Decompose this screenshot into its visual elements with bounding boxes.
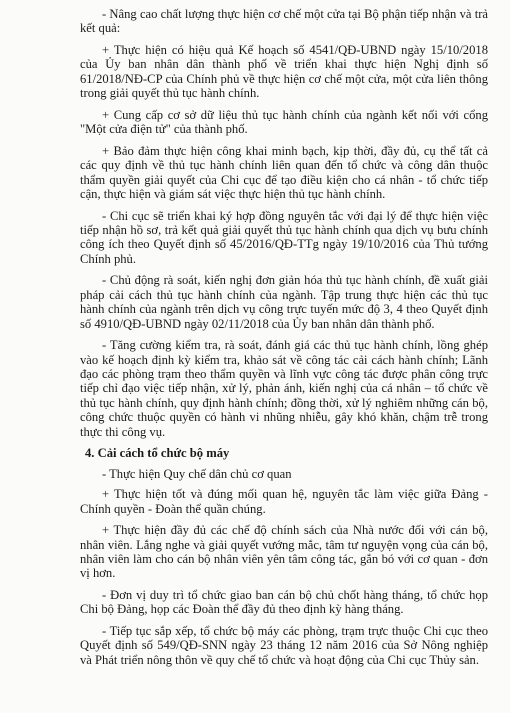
paragraph-inspection: - Tăng cường kiểm tra, rà soát, đánh giá các thủ tục hành chính, lồng ghép vào kế hoạch định kỳ kiểm tra, khảo sát về công tác cải cách hành chính; Lãnh đạo các phòng trạm theo thẩm quyền và lĩnh vực công tác được phân công trực tiếp chỉ đạo việc tiếp nhận, xử lý, phản ánh, kiến nghị của cá nhân – tổ chức về thủ tục hành chính, quy định hành chính; đồng thời, xử lý nghiêm những cán bộ, công chức thuộc quyền có hành vi nhũng nhiễu, gây khó khăn, chậm trễ trong thực thi công vụ.	[80, 338, 488, 439]
paragraph-reorganization: - Tiếp tục sắp xếp, tổ chức bộ máy các phòng, trạm trực thuộc Chi cục theo Quyết định số 549/QĐ-SNN ngày 23 tháng 12 năm 2016 của Sở Nông nghiệp và Phát triển nông thôn về quy chế tổ chức và hoạt động của Chi cục Thủy sản.	[80, 624, 488, 667]
section-heading: 4. Cải cách tổ chức bộ máy	[85, 446, 230, 461]
paragraph-transparency: + Bảo đảm thực hiện công khai minh bạch, kịp thời, đầy đủ, cụ thể tất cả các quy định về thủ tục hành chính liên quan đến tổ chức và công dân thuộc thẩm quyền giải quyết của Chi cục để tạo điều kiện cho cá nhân - tổ chức tiếp cận, thực hiện và giám sát việc thực hiện thủ tục hành chính.	[80, 143, 488, 202]
paragraph-monthly-meetings: - Đơn vị duy trì tổ chức giao ban cán bộ chủ chốt hàng tháng, tổ chức họp Chi bộ Đảng, họp các Đoàn thể đầy đủ theo định kỳ hàng tháng.	[80, 588, 488, 617]
paragraph-plan-4541: + Thực hiện có hiệu quả Kế hoạch số 4541/QĐ-UBND ngày 15/10/2018 của Ủy ban nhân dân thành phố về triển khai thực hiện Nghị định số 61/2018/NĐ-CP của Chính phủ về thực hiện cơ chế một cửa, một cửa liên thông trong giải quyết thủ tục hành chính.	[80, 43, 488, 101]
paragraph-simplification: - Chủ động rà soát, kiến nghị đơn giản hóa thủ tục hành chính, đề xuất giải pháp cải cách thủ tục hành chính của ngành. Tập trung thực hiện các thủ tục hành chính của ngành trên dịch vụ công trực tuyến mức độ 3, 4 theo Quyết định số 4910/QĐ-UBND ngày 02/11/2018 của Ủy ban nhân dân thành phố.	[80, 273, 488, 331]
paragraph-party-relations: + Thực hiện tốt và đúng mối quan hệ, nguyên tắc làm việc giữa Đảng - Chính quyền - Đoàn thể quần chúng.	[80, 487, 488, 516]
paragraph-database-portal: + Cung cấp cơ sở dữ liệu thủ tục hành chính của ngành kết nối với cổng "Một cửa điện tử" của thành phố.	[80, 107, 488, 137]
paragraph-postal-service: - Chi cục sẽ triển khai ký hợp đồng nguyên tắc với đại lý để thực hiện việc tiếp nhận hồ sơ, trả kết quả giải quyết thủ tục hành chính qua dịch vụ bưu chính công ích theo Quyết định số 45/2016/QĐ-TTg ngày 19/10/2016 của Thủ tướng Chính phủ.	[80, 208, 488, 266]
paragraph-one-stop-quality: - Nâng cao chất lượng thực hiện cơ chế một cửa tại Bộ phận tiếp nhận và trả kết quả:	[80, 7, 488, 36]
paragraph-staff-policies: + Thực hiện đầy đủ các chế độ chính sách của Nhà nước đối với cán bộ, nhân viên. Lắng nghe và giải quyết vướng mắc, tâm tư nguyện vọng của cán bộ, nhân viên làm cho cán bộ nhân viên yên tâm công tác, gắn bó với cơ quan - đơn vị hơn.	[80, 523, 488, 581]
paragraph-democracy-regulation: - Thực hiện Quy chế dân chủ cơ quan	[102, 467, 292, 482]
